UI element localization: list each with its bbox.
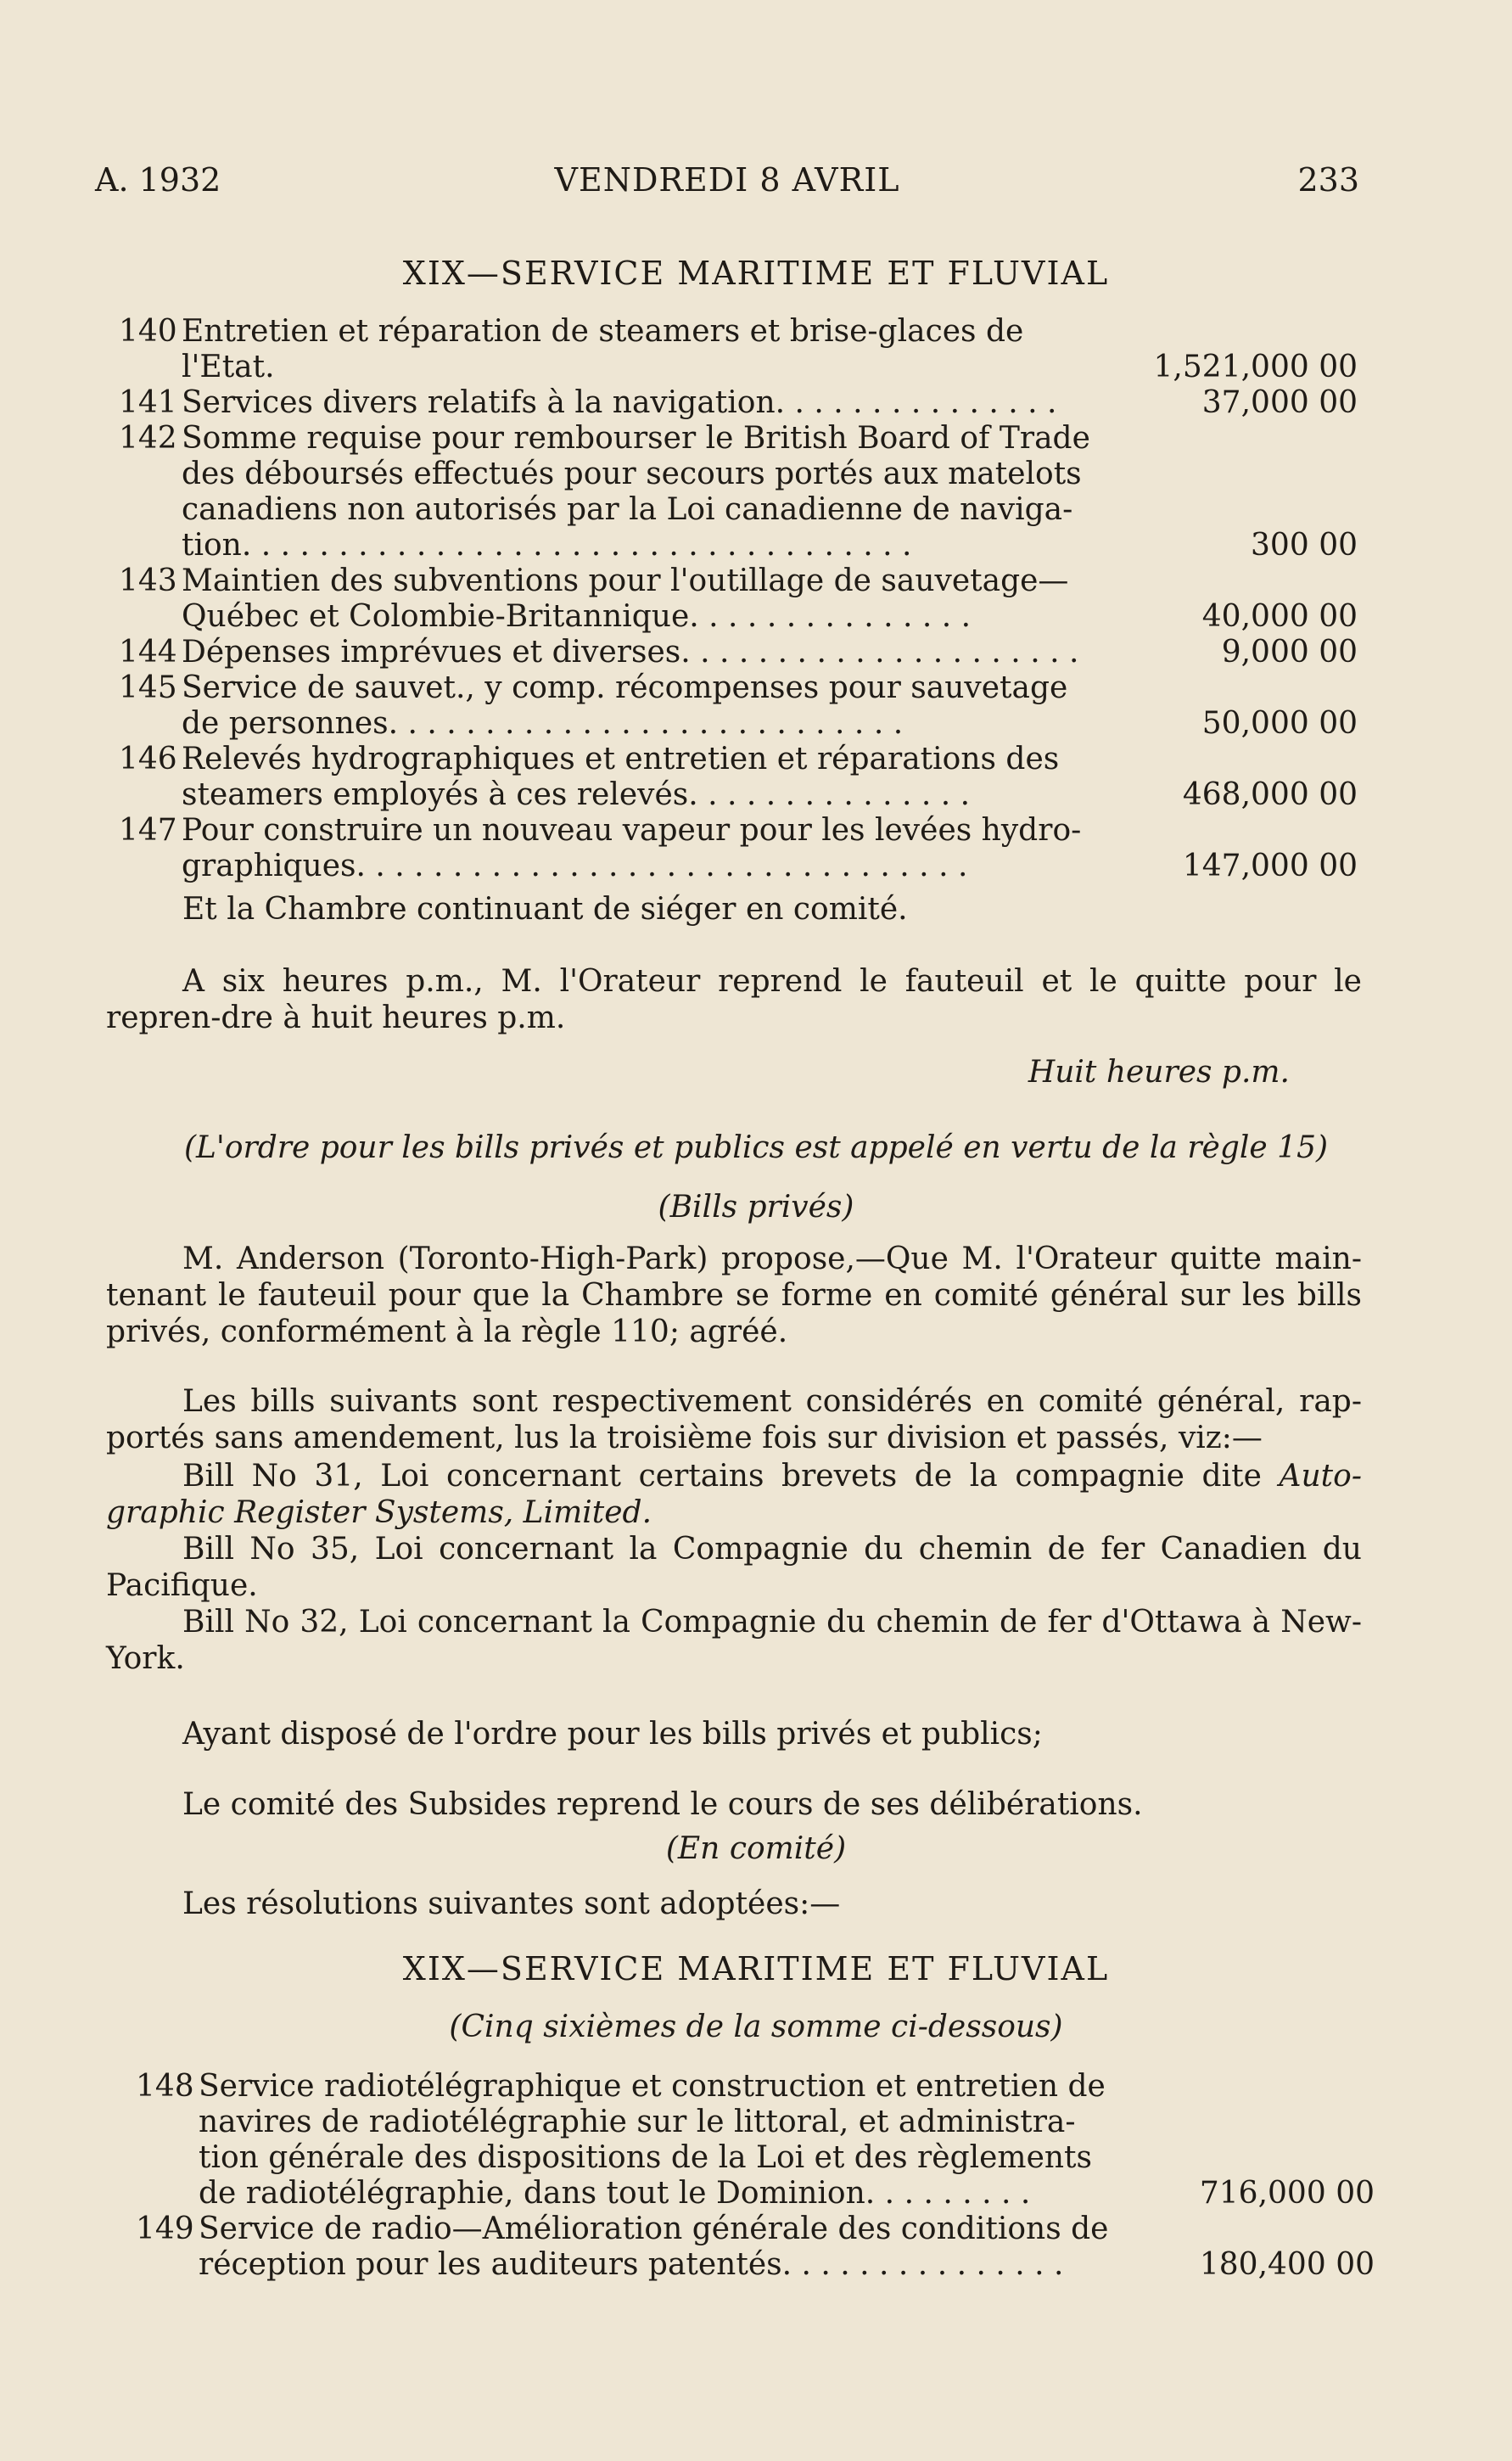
item-number: 141: [119, 385, 177, 420]
item-number: 140: [119, 314, 177, 349]
estimate-item: [110, 742, 1358, 813]
item-amount: 37,000 00: [1201, 385, 1358, 420]
item-text: Pour construire un nouveau vapeur pour les levées hydro-graphiques. . . . . . . . . . . . . . . . . . . . . . . . . . . . . . . .: [182, 813, 1082, 883]
item-number: 147: [119, 813, 177, 848]
paragraph: Et la Chambre continuant de siéger en comité.: [182, 892, 908, 927]
item-text: Maintien des subventions pour l'outillage de sauvetage—Québec et Colombie-Britannique. . . . . . . . . . . . . . .: [182, 563, 1069, 634]
item-amount: 147,000 00: [1182, 849, 1358, 883]
running-head: [95, 161, 1359, 212]
item-text: Service radiotélégraphique et construction et entretien de navires de radiotélégraphie sur le littoral, et administra-tion générale des dispositions de la Loi et des règlements de radiotélégraphie, dans tout le Dominion. . . . . . . . .: [199, 2069, 1106, 2211]
paragraph: M. Anderson (Toronto-High-Park) propose,—Que M. l'Orateur quitte main-tenant le fauteuil pour que la Chambre se forme en comité général sur les bills privés, conformément à la règle 110; agréé.: [106, 1242, 1362, 1349]
subheading: (Bills privés): [658, 1190, 854, 1225]
paragraph: Les résolutions suivantes sont adoptées:—: [182, 1886, 841, 1921]
estimate-item: [110, 314, 1358, 385]
item-amount: 9,000 00: [1221, 635, 1358, 670]
paragraph: Le comité des Subsides reprend le cours de ses délibérations.: [182, 1787, 1143, 1822]
paragraph: Ayant disposé de l'ordre pour les bills privés et publics;: [182, 1717, 1043, 1752]
estimate-item: [110, 421, 1358, 563]
bill-text: Bill No 31, Loi concernant certains brevets de la compagnie dite: [182, 1459, 1280, 1494]
section-title: XIX—SERVICE MARITIME ET FLUVIAL: [402, 255, 1110, 292]
item-amount: 1,521,000 00: [1153, 350, 1358, 384]
estimate-item: [127, 2069, 1375, 2212]
item-number: 146: [119, 742, 177, 776]
item-amount: 180,400 00: [1199, 2247, 1375, 2282]
bill-list: [106, 1458, 1362, 1677]
item-text: Relevés hydrographiques et entretien et réparations des steamers employés à ces relevés. . . . . . . . . . . . . . .: [182, 742, 1060, 812]
item-number: 149: [136, 2212, 194, 2246]
bill-company: Auto-graphic Register Systems, Limited.: [106, 1459, 1362, 1530]
estimates-list: [127, 2069, 1375, 2283]
page-number: 233: [1297, 161, 1359, 199]
item-amount: 50,000 00: [1201, 706, 1358, 741]
section-title: XIX—SERVICE MARITIME ET FLUVIAL: [402, 1950, 1110, 1987]
item-text: Somme requise pour rembourser le British Board of Trade des déboursés effectués pour secours portés aux matelots canadiens non autorisés par la Loi canadienne de naviga-tion. . . . . . . . . . . . . . . . . . . . . . . . . . . . . . . . . . .: [182, 421, 1090, 563]
header-date: VENDREDI 8 AVRIL: [554, 161, 900, 199]
paragraph: Les bills suivants sont respectivement considérés en comité général, rap-portés sans amendement, lus la troisième fois sur division et passés, viz:—: [106, 1384, 1362, 1455]
subheading: (En comité): [665, 1831, 847, 1866]
estimate-item: [110, 385, 1358, 421]
item-number: 142: [119, 421, 177, 456]
section-subtitle: (Cinq sixièmes de la somme ci-dessous): [449, 2010, 1063, 2044]
estimates-list: [110, 314, 1358, 884]
estimate-item: [127, 2212, 1375, 2283]
item-text: Services divers relatifs à la navigation. . . . . . . . . . . . . . .: [182, 385, 1057, 420]
header-year: A. 1932: [95, 161, 221, 199]
item-number: 148: [136, 2069, 194, 2104]
item-number: 144: [119, 635, 177, 670]
item-amount: 468,000 00: [1182, 777, 1358, 812]
item-text: Service de radio—Amélioration générale des conditions de réception pour les auditeurs patentés. . . . . . . . . . . . . . .: [199, 2212, 1109, 2282]
estimate-item: [110, 670, 1358, 742]
bill-item: Bill No 35, Loi concernant la Compagnie du chemin de fer Canadien du Pacifique.: [106, 1532, 1362, 1603]
bill-item: [106, 1458, 1362, 1531]
item-number: 143: [119, 563, 177, 598]
item-text: Dépenses imprévues et diverses. . . . . . . . . . . . . . . . . . . . .: [182, 635, 1079, 670]
estimate-item: [110, 813, 1358, 884]
item-number: 145: [119, 670, 177, 705]
item-amount: 300 00: [1251, 528, 1358, 563]
paragraph: A six heures p.m., M. l'Orateur reprend le fauteuil et le quitte pour le repren-dre à huit heures p.m.: [106, 964, 1362, 1035]
item-text: Service de sauvet., y comp. récompenses pour sauvetage de personnes. . . . . . . . . . . . . . . . . . . . . . . . . . .: [182, 670, 1068, 741]
estimate-item: [110, 563, 1358, 635]
item-amount: 40,000 00: [1201, 599, 1358, 634]
estimate-item: [110, 635, 1358, 670]
time-note: Huit heures p.m.: [1028, 1055, 1290, 1090]
order-note: (L'ordre pour les bills privés et publics est appelé en vertu de la règle 15): [183, 1130, 1329, 1165]
item-amount: 716,000 00: [1199, 2176, 1375, 2211]
item-text: Entretien et réparation de steamers et brise-glaces de l'Etat.: [182, 314, 1024, 384]
bill-item: Bill No 32, Loi concernant la Compagnie du chemin de fer d'Ottawa à New-York.: [106, 1605, 1362, 1676]
